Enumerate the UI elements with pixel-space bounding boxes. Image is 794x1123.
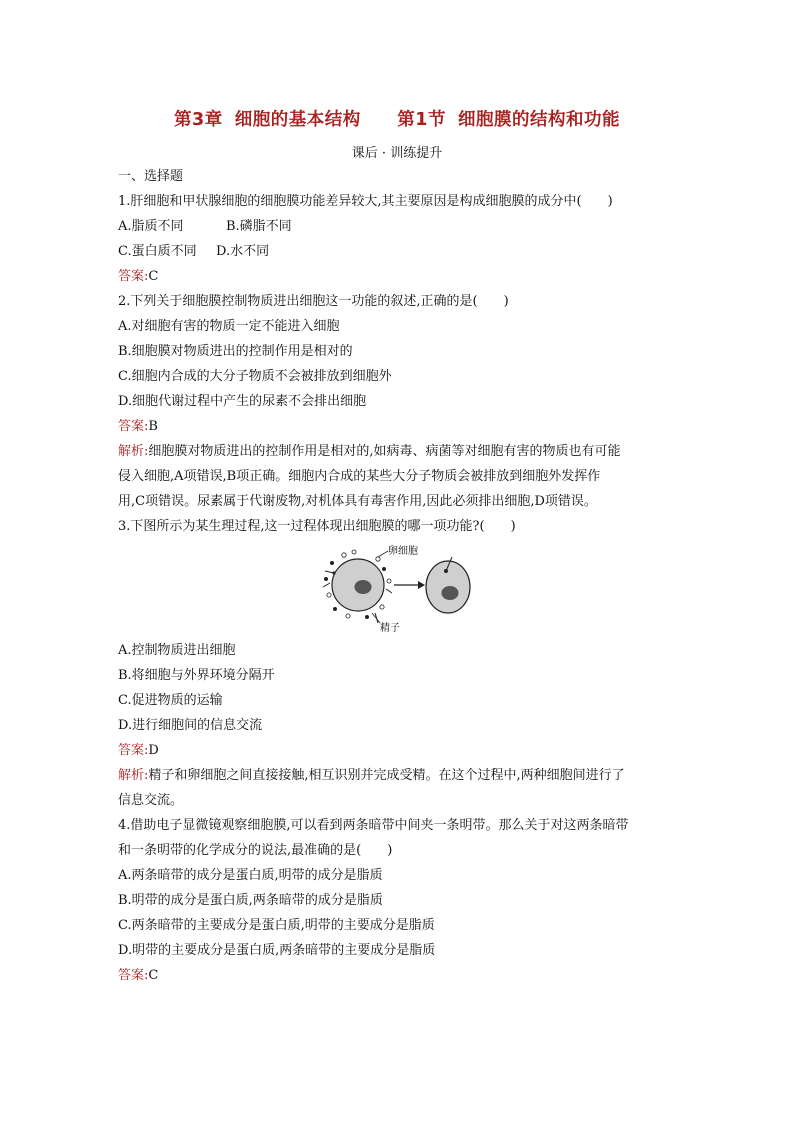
page-title [0, 106, 794, 131]
section-title: 细胞膜的结构和功能 [457, 110, 620, 130]
zygote-nucleus-shape [442, 586, 459, 600]
q2-analysis-line-3: 用,C项错误。尿素属于代谢废物,对机体具有毒害作用,因此必须排出细胞,D项错误。 [118, 494, 597, 509]
egg-cell-label: 卵细胞 [388, 546, 418, 557]
q1-option-c: C.蛋白质不同 [118, 244, 197, 259]
q1-answer-label: 答案: [118, 269, 149, 284]
sperm-label: 精子 [380, 623, 400, 633]
q1-option-b: B.磷脂不同 [226, 219, 292, 234]
q3-analysis-text-1: 精子和卵细胞之间直接接触,相互识别并完成受精。在这个过程中,两种细胞间进行了 [148, 768, 625, 783]
q2-analysis-line-1 [118, 439, 678, 464]
q1-options-row2 [118, 239, 678, 264]
q2-option-d: D.细胞代谢过程中产生的尿素不会排出细胞 [118, 394, 367, 409]
q1-answer [118, 264, 678, 289]
q4-option-a: A.两条暗带的成分是蛋白质,明带的成分是脂质 [118, 868, 383, 883]
q4-answer-label: 答案: [118, 968, 149, 983]
q2-answer-value: B [148, 419, 158, 434]
q3-analysis-label: 解析: [118, 768, 149, 783]
section-number: 第1节 [397, 110, 446, 130]
q4-answer [118, 963, 678, 988]
q4-option-c: C.两条暗带的主要成分是蛋白质,明带的主要成分是脂质 [118, 918, 435, 933]
questions-body [118, 164, 678, 988]
q3-answer-label: 答案: [118, 743, 149, 758]
q4-stem-line-2: 和一条明带的化学成分的说法,最准确的是( ) [118, 843, 393, 858]
q3-option-a: A.控制物质进出细胞 [118, 643, 236, 658]
q4-answer-value: C [148, 968, 159, 983]
fertilization-figure [118, 543, 678, 636]
chapter-title: 细胞的基本结构 [234, 110, 361, 130]
q3-stem: 3.下图所示为某生理过程,这一过程体现出细胞膜的哪一项功能?( ) [118, 519, 516, 534]
q3-analysis-line-2: 信息交流。 [118, 793, 184, 808]
q1-answer-value: C [148, 269, 159, 284]
q3-analysis-line-1 [118, 763, 678, 788]
q2-option-b: B.细胞膜对物质进出的控制作用是相对的 [118, 344, 353, 359]
q1-option-a: A.脂质不同 [118, 219, 184, 234]
q4-stem-line-1: 4.借助电子显微镜观察细胞膜,可以看到两条暗带中间夹一条明带。那么关于对这两条暗带 [118, 818, 629, 833]
q2-answer [118, 414, 678, 439]
fertilization-diagram [320, 543, 480, 633]
q3-answer [118, 738, 678, 763]
chapter-number: 第3章 [174, 110, 223, 130]
q2-stem: 2.下列关于细胞膜控制物质进出细胞这一功能的叙述,正确的是( ) [118, 294, 509, 309]
q1-options-row1 [118, 214, 678, 239]
q3-option-d: D.进行细胞间的信息交流 [118, 718, 263, 733]
q4-option-b: B.明带的成分是蛋白质,两条暗带的成分是脂质 [118, 893, 383, 908]
q2-option-a: A.对细胞有害的物质一定不能进入细胞 [118, 319, 340, 334]
q3-option-c: C.促进物质的运输 [118, 693, 223, 708]
q3-answer-value: D [148, 743, 159, 758]
q2-analysis-text-1: 细胞膜对物质进出的控制作用是相对的,如病毒、病菌等对细胞有害的物质也有可能 [148, 444, 621, 459]
q1-option-d: D.水不同 [216, 244, 270, 259]
q4-option-d: D.明带的主要成分是蛋白质,两条暗带的主要成分是脂质 [118, 943, 436, 958]
q2-option-c: C.细胞内合成的大分子物质不会被排放到细胞外 [118, 369, 392, 384]
egg-nucleus-shape [355, 580, 372, 594]
q1-stem: 1.肝细胞和甲状腺细胞的细胞膜功能差异较大,其主要原因是构成细胞膜的成分中( ) [118, 194, 613, 209]
section-heading: 一、选择题 [118, 169, 184, 184]
q2-analysis-line-2: 侵入细胞,A项错误,B项正确。细胞内合成的某些大分子物质会被排放到细胞外发挥作 [118, 469, 601, 484]
q2-analysis-label: 解析: [118, 444, 149, 459]
page-subtitle: 课后 · 训练提升 [351, 146, 443, 161]
q2-answer-label: 答案: [118, 419, 149, 434]
q3-option-b: B.将细胞与外界环境分隔开 [118, 668, 275, 683]
